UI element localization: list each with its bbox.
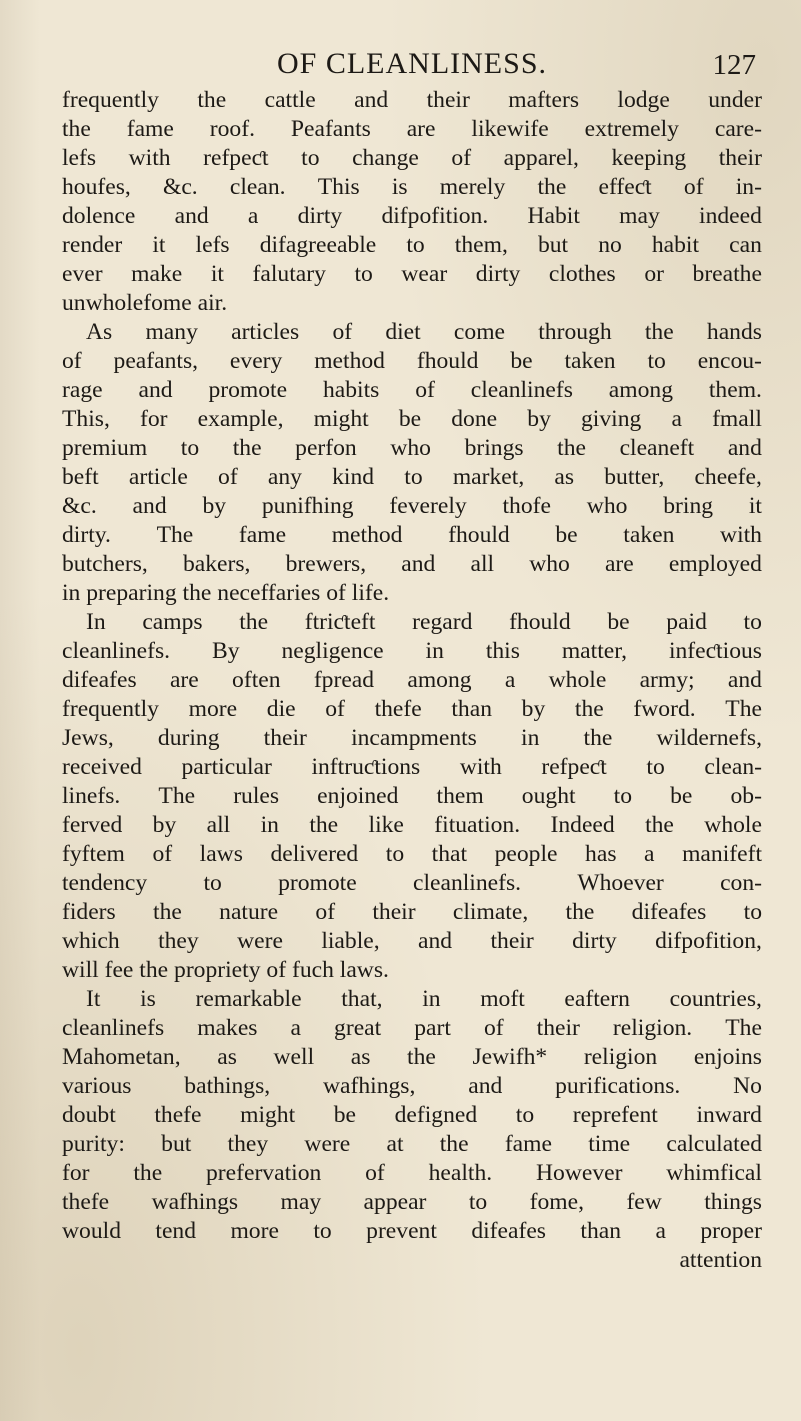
text-line: butchers, bakers, brewers, and all who are employed (62, 551, 762, 577)
text-line: for the prefervation of health. However whimfical (62, 1160, 762, 1186)
text-line: fyftem of laws delivered to that people has a manifeft (62, 841, 762, 867)
text-line: As many articles of diet come through the hands (86, 319, 762, 345)
text-line: Mahometan, as well as the Jewifh* religion enjoins (62, 1044, 762, 1070)
text-line: It is remarkable that, in moft eaftern countries, (86, 986, 762, 1012)
text-line: frequently the cattle and their mafters lodge under (62, 87, 762, 113)
text-line: which they were liable, and their dirty difpofition, (62, 928, 762, 954)
book-page (62, 28, 762, 1408)
text-line: linefs. The rules enjoined them ought to be ob- (62, 783, 762, 809)
text-line: lefs with refpeƈt to change of apparel, keeping their (62, 145, 762, 171)
text-line: cleanlinefs makes a great part of their religion. The (62, 1015, 762, 1041)
page-number: 127 (712, 49, 756, 81)
text-line: cleanlinefs. By negligence in this matter, infeƈtious (62, 638, 762, 664)
text-line: rage and promote habits of cleanlinefs among them. (62, 377, 762, 403)
text-line: houfes, &c. clean. This is merely the effeƈt of in- (62, 174, 762, 200)
text-line: This, for example, might be done by giving a fmall (62, 406, 762, 432)
running-head (62, 28, 762, 81)
text-line: ferved by all in the like fituation. Indeed the whole (62, 812, 762, 838)
text-line: render it lefs difagreeable to them, but no habit can (62, 232, 762, 258)
text-line: Jews, during their incampments in the wildernefs, (62, 725, 762, 751)
text-line: fiders the nature of their climate, the difeafes to (62, 899, 762, 925)
text-line: beft article of any kind to market, as butter, cheefe, (62, 464, 762, 490)
text-line: In camps the ftriƈteft regard fhould be paid to (86, 609, 762, 635)
text-line: purity: but they were at the fame time calculated (62, 1131, 762, 1157)
text-line: various bathings, wafhings, and purifications. No (62, 1073, 762, 1099)
running-title: OF CLEANLINESS. (276, 47, 547, 80)
text-line: unwholefome air. (62, 290, 228, 316)
text-line: difeafes are often fpread among a whole army; and (62, 667, 762, 693)
text-line: received particular inftruƈtions with refpeƈt to clean- (62, 754, 762, 780)
text-line: ever make it falutary to wear dirty clothes or breathe (62, 261, 762, 287)
text-line: premium to the perfon who brings the cleaneft and (62, 435, 762, 461)
text-line: the fame roof. Peafants are likewife extremely care- (62, 116, 762, 142)
text-line: dirty. The fame method fhould be taken with (62, 522, 762, 548)
text-line: tendency to promote cleanlinefs. Whoever con- (62, 870, 762, 896)
text-line: &c. and by punifhing feverely thofe who bring it (62, 493, 762, 519)
text-line: attention (679, 1247, 762, 1273)
text-line: doubt thefe might be defigned to reprefent inward (62, 1102, 762, 1128)
text-line: frequently more die of thefe than by the fword. The (62, 696, 762, 722)
body-text (62, 86, 762, 1275)
text-line: would tend more to prevent difeafes than a proper (62, 1218, 762, 1244)
text-line: dolence and a dirty difpofition. Habit may indeed (62, 203, 762, 229)
text-line: will fee the propriety of fuch laws. (62, 957, 389, 983)
text-line: in preparing the neceffaries of life. (62, 580, 390, 606)
text-line: of peafants, every method fhould be taken to encou- (62, 348, 762, 374)
text-line: thefe wafhings may appear to fome, few things (62, 1189, 762, 1215)
